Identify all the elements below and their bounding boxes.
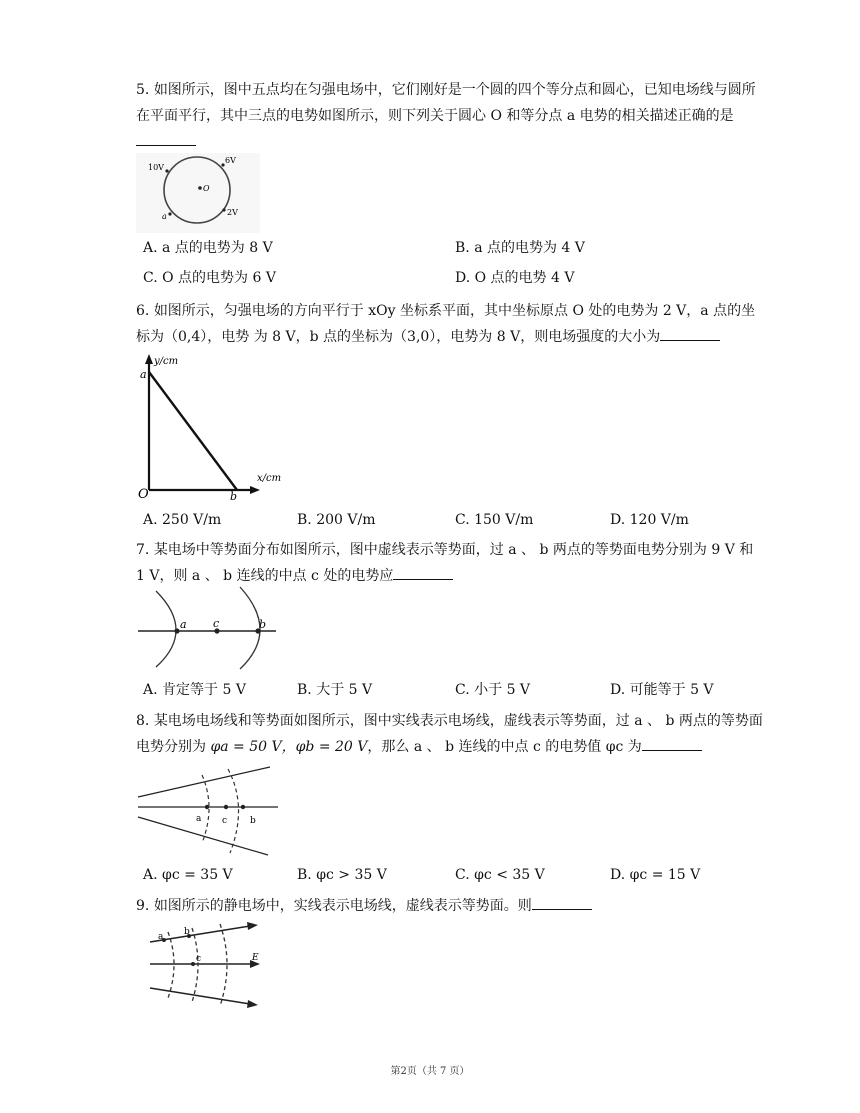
figure-q6: [136, 350, 286, 502]
q8-label-a: a: [196, 814, 202, 824]
q6-x-axis-label: x/cm: [257, 473, 282, 484]
question-6: [136, 298, 766, 350]
q8-option-c: C. φc < 35 V: [455, 867, 545, 883]
q8-label-b: b: [250, 816, 256, 826]
q8-option-d: D. φc = 15 V: [610, 867, 701, 883]
q5-label-a: a: [162, 212, 167, 221]
q6-option-d: D. 120 V/m: [610, 512, 689, 528]
q6-label-o: O: [138, 487, 149, 502]
q8-label-c: c: [222, 816, 228, 826]
q7-label-b: b: [259, 618, 267, 631]
question-7: [136, 537, 766, 589]
q9-label-b: b: [184, 927, 190, 937]
figure-q7: [136, 585, 278, 671]
q7-option-b: B. 大于 5 V: [297, 682, 373, 698]
q5-label-2v: 2V: [227, 208, 238, 217]
question-8: [136, 708, 766, 760]
q9-label-a: a: [158, 932, 164, 942]
q7-label-a: a: [180, 618, 187, 631]
q5-label-o: O: [203, 184, 210, 193]
q5-option-c: C. O 点的电势为 6 V: [143, 270, 276, 286]
figure-q5: [136, 153, 260, 233]
q6-label-a: a: [140, 368, 147, 381]
q6-y-axis-label: y/cm: [154, 356, 179, 367]
q7-option-d: D. 可能等于 5 V: [610, 682, 714, 698]
q5-label-10v: 10V: [148, 163, 164, 172]
q6-option-b: B. 200 V/m: [297, 512, 376, 528]
figure-q8: [136, 765, 280, 861]
question-6-stem: 6. 如图所示，匀强电场的方向平行于 xOy 坐标系平面，其中坐标原点 O 处的电势为 2 V，a 点的坐标为（0,4），电势 为 8 V，b 点的坐标为（3,0），电势为 8 V，则电场强度的大小为: [136, 303, 756, 345]
q6-option-c: C. 150 V/m: [455, 512, 534, 528]
q8-option-a: A. φc = 35 V: [143, 867, 233, 883]
question-9: [136, 893, 766, 919]
q9-label-e: E: [252, 953, 259, 963]
q7-option-c: C. 小于 5 V: [455, 682, 531, 698]
q9-label-c: c: [196, 954, 202, 964]
q7-label-c: c: [213, 617, 220, 630]
page-footer: 第2页（共 7 页）: [390, 1066, 470, 1077]
q6-label-b: b: [230, 490, 238, 502]
q7-option-a: A. 肯定等于 5 V: [143, 682, 246, 698]
figure-q9: [146, 922, 266, 1010]
question-8-stem: 8. 某电场电场线和等势面如图所示，图中实线表示电场线，虚线表示等势面，过 a 、 b 两点的等势面电势分别为 φa = 50 V，φb = 20 V，那么 a 、 b 连线的中点 c 的电势值 φc 为: [136, 713, 763, 755]
question-9-stem: 9. 如图所示的静电场中，实线表示电场线，虚线表示等势面。则: [136, 893, 766, 919]
q5-option-b: B. a 点的电势为 4 V: [455, 240, 585, 256]
q5-option-d: D. O 点的电势 4 V: [455, 270, 575, 286]
q8-option-b: B. φc > 35 V: [297, 867, 387, 883]
q6-option-a: A. 250 V/m: [143, 512, 222, 528]
question-7-stem: 7. 某电场中等势面分布如图所示，图中虚线表示等势面，过 a 、 b 两点的等势面电势分别为 9 V 和 1 V，则 a 、 b 连线的中点 c 处的电势应: [136, 542, 754, 584]
q5-option-a: A. a 点的电势为 8 V: [143, 240, 273, 256]
question-5: [136, 77, 766, 155]
question-5-stem: 5. 如图所示，图中五点均在匀强电场中，它们刚好是一个圆的四个等分点和圆心，已知电场线与圆所在平面平行，其中三点的电势如图所示，则下列关于圆心 O 和等分点 a 电势的相关描述正确的是: [136, 77, 766, 155]
q5-label-6v: 6V: [225, 156, 236, 165]
